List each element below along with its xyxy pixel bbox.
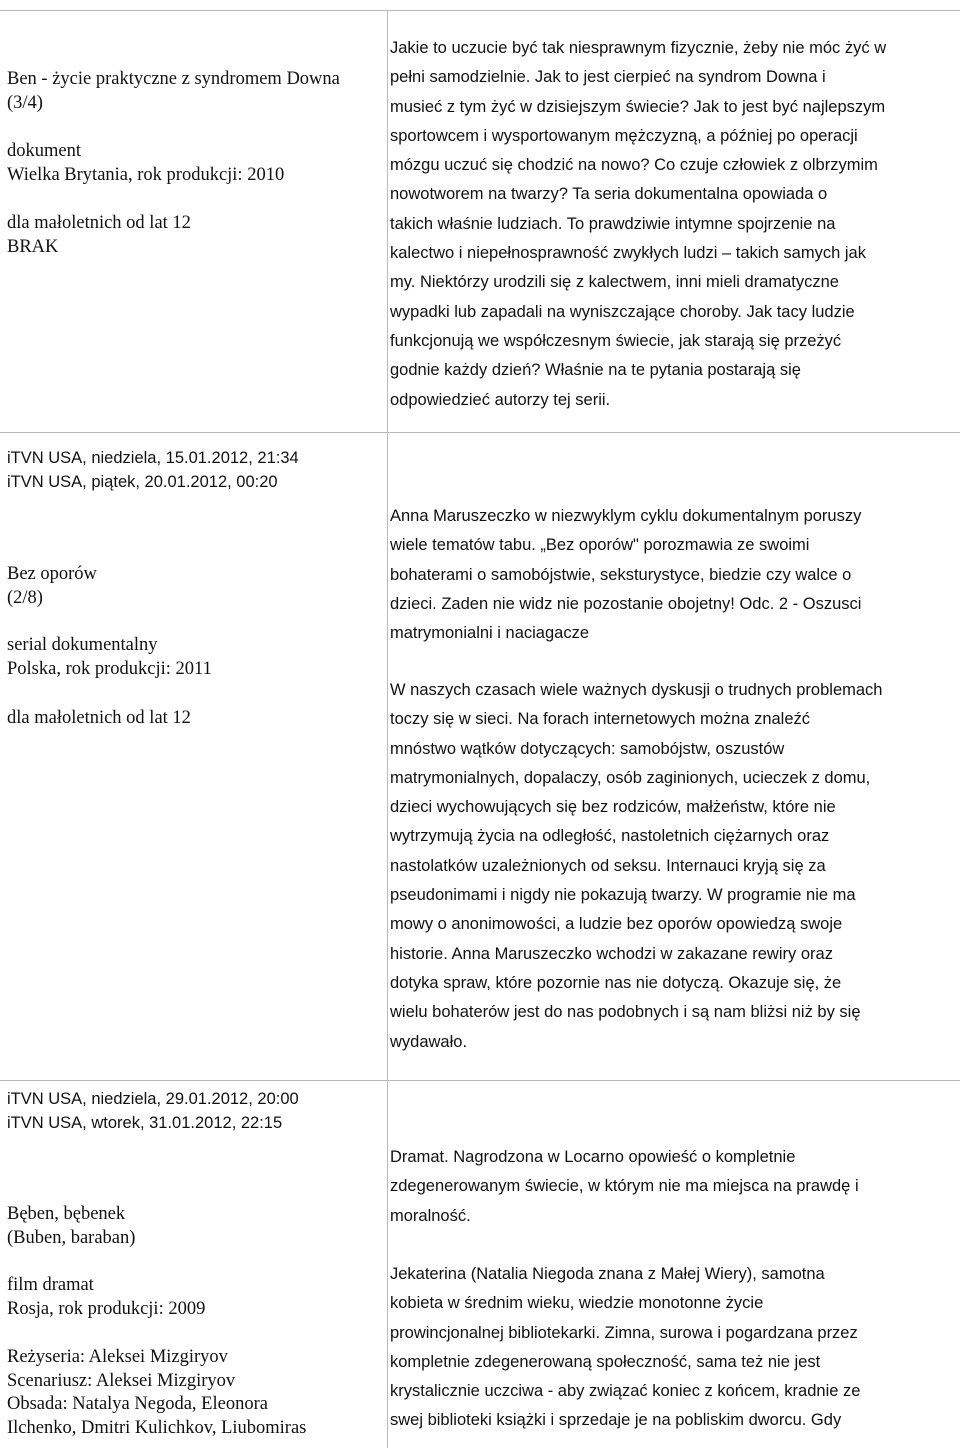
description-line: historie. Anna Maruszeczko wchodzi w zakazane rewiry oraz [390,944,833,963]
description-line: sportowcem i wysportowanym mężczyzną, a później po operacji [390,126,858,145]
origin: Wielka Brytania, rok produkcji: 2010 [7,164,285,185]
entry-2-meta [7,634,383,681]
program-title: Ben - życie praktyczne z syndromem Downa [7,69,340,89]
description-line: nowotworem na twarzy? Ta seria dokumentalna opowiada o [390,185,828,204]
entry-2-description-a [390,502,956,648]
entry-3-description-b [390,1260,956,1436]
description-line: swej biblioteki książki i sprzedaje je na pobliskim dworcu. Gdy [390,1411,842,1430]
description-line: wypadki lub zapadali na wyniszczające choroby. Jak tacy ludzie [390,302,855,321]
program-title: Bez oporów [7,564,97,584]
description-line: wytrzymują życia na odległość, nastoletnich ciężarnych oraz [390,827,830,846]
airing-time: iTVN USA, niedziela, 29.01.2012, 20:00 [7,1090,299,1108]
description-line: pseudonimami i nigdy nie pokazują twarzy. W programie nie ma [390,886,856,905]
age-rating: dla małoletnich od lat 12 [7,708,191,728]
entry-1-description [390,34,956,415]
episode-number: (3/4) [7,92,43,113]
description-line: krystalicznie uczciwa - aby związać koniec z końcem, kradnie ze [390,1382,861,1401]
origin: Polska, rok produkcji: 2011 [7,658,212,679]
writer: Scenariusz: Aleksei Mizgiryov [7,1370,236,1391]
airing-time: iTVN USA, wtorek, 31.01.2012, 22:15 [7,1114,283,1132]
description-line: mowy o anonimowości, a ludzie bez oporów opowiedzą swoje [390,915,843,934]
column-divider [387,10,388,1448]
description-line: kobieta w średnim wieku, wiedzie monotonne życie [390,1294,764,1313]
entry-1-rating [7,212,383,259]
description-line: nastolatków uzależnionych od seksu. Internauci kryją się za [390,856,826,875]
cast-line: Ilchenko, Dmitri Kulichkov, Liubomiras [7,1417,307,1438]
description-line: funkcjonują we współczesnym świecie, jak starają się przeżyć [390,331,842,350]
row-divider [0,10,960,11]
description-line: kalectwo i niepełnosprawność zwykłych ludzi – takich samych jak [390,244,866,263]
description-line: Dramat. Nagrodzona w Locarno opowieść o kompletnie [390,1148,796,1166]
description-line: odpowiedzieć autorzy tej serii. [390,390,611,409]
description-line: my. Niektórzy urodzili się z kalectwem, inni mieli dramatyczne [390,273,839,292]
genre: film dramat [7,1275,94,1295]
description-line: mózgu uczuć się chodzić na nowo? Co czuje człowiek z olbrzymim [390,156,878,175]
entry-1-info [7,68,383,115]
episode-number: (2/8) [7,587,43,608]
age-rating: dla małoletnich od lat 12 [7,213,191,233]
entry-2-airings [7,446,383,494]
entry-3-credits [7,1346,383,1440]
entry-3-meta [7,1274,383,1321]
description-line: Jakie to uczucie być tak niesprawnym fizycznie, żeby nie móc żyć w [390,39,887,57]
description-line: musieć z tym żyć w dzisiejszym świecie? Jak to jest być najlepszym [390,97,886,116]
row-divider [0,1080,960,1081]
description-line: Jekaterina (Natalia Niegoda znana z Małej Wiery), samotna [390,1265,825,1283]
description-line: matrymonialni i naciagacze [390,624,590,643]
genre: dokument [7,141,81,161]
description-line: dzieci wychowujących się bez rodziców, małżeństw, które nie [390,798,836,817]
description-line: wielu bohaterów jest do nas podobnych i są nam bliżsi niż by się [390,1003,861,1022]
description-line: dzieci. Zaden nie widz nie pozostanie obojetny! Odc. 2 - Oszusci [390,594,862,613]
row-divider [0,432,960,433]
description-line: prowincjonalnej bibliotekarki. Zimna, surowa i pogardzana przez [390,1323,858,1342]
genre: serial dokumentalny [7,635,158,655]
description-line: W naszych czasach wiele ważnych dyskusji o trudnych problemach [390,681,883,699]
description-line: moralność. [390,1206,471,1225]
description-line: kompletnie zdegenerowaną społeczność, sama też nie jest [390,1352,821,1371]
description-line: toczy się w sieci. Na forach internetowych można znaleźć [390,710,811,729]
description-line: wydawało. [390,1032,468,1051]
entry-2-rating [7,707,383,731]
entry-3-info [7,1203,383,1250]
origin: Rosja, rok produkcji: 2009 [7,1298,206,1319]
status: BRAK [7,236,59,257]
description-line: matrymonialnych, dopalaczy, osób zaginionych, ucieczek z domu, [390,768,871,787]
description-line: zdegenerowanym świecie, w którym nie ma miejsca na prawdę i [390,1177,859,1196]
director: Reżyseria: Aleksei Mizgiryov [7,1347,228,1367]
description-line: pełni samodzielnie. Jak to jest cierpieć na syndrom Downa i [390,68,826,87]
original-title: (Buben, baraban) [7,1227,136,1248]
program-title: Bęben, bębenek [7,1204,126,1224]
description-line: mnóstwo wątków dotyczących: samobójstw, oszustów [390,739,785,758]
cast-line: Obsada: Natalya Negoda, Eleonora [7,1394,268,1414]
description-line: godnie każdy dzień? Właśnie na te pytania postarają się [390,361,801,380]
description-line: wiele tematów tabu. „Bez oporów" porozmawia ze swoimi [390,536,810,555]
description-line: takich właśnie ludziach. To prawdziwie intymne spojrzenie na [390,214,836,233]
entry-3-description-a [390,1143,956,1231]
entry-1-meta [7,140,383,187]
airing-time: iTVN USA, niedziela, 15.01.2012, 21:34 [7,449,299,467]
airing-time: iTVN USA, piątek, 20.01.2012, 00:20 [7,473,278,491]
description-line: bohaterami o samobójstwie, seksturystyce, biedzie czy walce o [390,565,852,584]
description-line: dotyka spraw, które pozornie nas nie dotyczą. Okazuje się, że [390,973,842,992]
description-line: Anna Maruszeczko w niezwyklym cyklu dokumentalnym poruszy [390,507,862,525]
entry-2-description-b [390,676,956,1057]
entry-2-info [7,563,383,610]
entry-3-airings [7,1087,383,1135]
